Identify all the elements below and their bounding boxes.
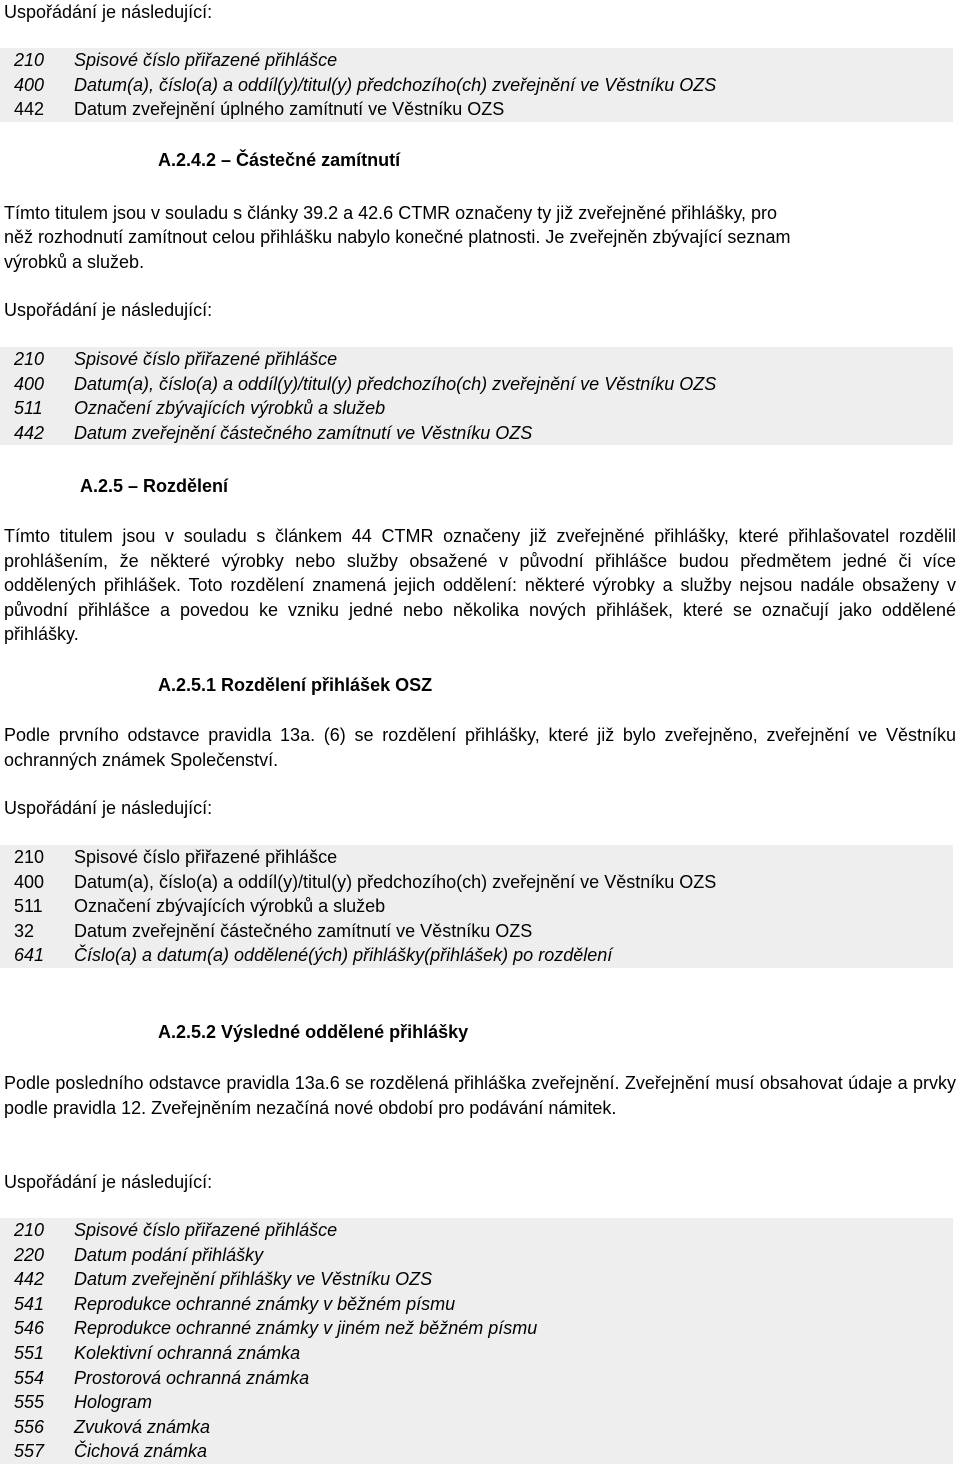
code-number: 557 (14, 1441, 45, 1462)
paragraph-line: něž rozhodnutí zamítnout celou přihlášku nabylo konečné platnosti. Je zveřejněn zbývající seznam (4, 227, 791, 247)
code-number: 511 (14, 896, 43, 917)
code-row (0, 97, 953, 122)
code-row (0, 48, 953, 73)
code-list (0, 347, 953, 445)
code-description: Spisové číslo přiřazené přihlášce (74, 847, 338, 867)
code-number: 442 (14, 422, 45, 443)
section-heading: A.2.5 – Rozdělení (80, 476, 229, 496)
code-row (0, 1292, 953, 1317)
code-row (0, 1390, 953, 1415)
section-heading: A.2.4.2 – Částečné zamítnutí (158, 150, 401, 170)
code-number: 442 (14, 1269, 45, 1290)
code-row (0, 845, 953, 870)
code-number: 546 (14, 1318, 45, 1339)
code-row (0, 1439, 953, 1464)
code-number: 32 (14, 920, 35, 941)
code-number: 555 (14, 1392, 45, 1413)
code-row (0, 1415, 953, 1440)
code-description: Datum zveřejnění úplného zamítnutí ve Věstníku OZS (74, 99, 505, 120)
code-description: Datum(a), číslo(a) a oddíl(y)/titul(y) předchozího(ch) zveřejnění ve Věstníku OZS (74, 74, 717, 95)
code-description: Datum(a), číslo(a) a oddíl(y)/titul(y) předchozího(ch) zveřejnění ve Věstníku OZS (74, 871, 717, 892)
code-description: Datum zveřejnění částečného zamítnutí ve Věstníku OZS (74, 920, 533, 941)
code-description: Zvuková známka (74, 1416, 211, 1437)
code-row (0, 1341, 953, 1366)
paragraph-line: Tímto titulem jsou v souladu s články 39.2 a 42.6 CTMR označeny ty již zveřejněné přihlášky, pro (4, 203, 778, 223)
code-number: 220 (14, 1244, 45, 1265)
code-description: Označení zbývajících výrobků a služeb (74, 398, 386, 419)
code-row (0, 1366, 953, 1391)
code-description: Datum podání přihlášky (74, 1244, 264, 1265)
code-number: 210 (14, 1220, 45, 1240)
code-row (0, 870, 953, 895)
arrangement-label: Uspořádání je následující: (4, 798, 213, 818)
code-number: 400 (14, 373, 45, 394)
code-row (0, 73, 953, 98)
code-number: 210 (14, 349, 45, 369)
code-description: Čichová známka (74, 1441, 208, 1462)
code-row (0, 1243, 953, 1268)
code-row (0, 894, 953, 919)
section-heading: A.2.5.1 Rozdělení přihlášek OSZ (158, 675, 433, 695)
code-row (0, 396, 953, 421)
code-number: 511 (14, 398, 43, 419)
code-number: 210 (14, 847, 45, 867)
code-number: 400 (14, 74, 45, 95)
code-description: Spisové číslo přiřazené přihlášce (74, 349, 338, 369)
code-number: 641 (14, 945, 45, 966)
code-description: Spisové číslo přiřazené přihlášce (74, 1220, 338, 1240)
code-row (0, 421, 953, 446)
code-row (0, 347, 953, 372)
code-number: 554 (14, 1367, 45, 1388)
code-description: Reprodukce ochranné známky v jiném než běžném písmu (74, 1318, 538, 1339)
arrangement-label: Uspořádání je následující: (4, 300, 213, 320)
code-description: Datum zveřejnění částečného zamítnutí ve Věstníku OZS (74, 422, 533, 443)
code-row (0, 919, 953, 944)
code-description: Hologram (74, 1392, 153, 1413)
code-description: Spisové číslo přiřazené přihlášce (74, 50, 338, 70)
arrangement-label: Uspořádání je následující: (4, 2, 213, 22)
code-list (0, 48, 953, 122)
code-number: 400 (14, 871, 45, 892)
code-row (0, 1267, 953, 1292)
code-row (0, 372, 953, 397)
code-description: Reprodukce ochranné známky v běžném písmu (74, 1293, 456, 1314)
code-description: Číslo(a) a datum(a) oddělené(ých) přihlášky(přihlášek) po rozdělení (74, 945, 613, 966)
code-number: 551 (14, 1342, 45, 1363)
code-number: 442 (14, 99, 45, 120)
paragraph: Podle prvního odstavce pravidla 13a. (6) se rozdělení přihlášky, které již bylo zveřejněno, zveřejnění ve Věstníku ochranných známek Společenství. (4, 725, 956, 770)
code-number: 541 (14, 1293, 45, 1314)
code-list (0, 845, 953, 968)
code-row (0, 1218, 953, 1243)
paragraph: Tímto titulem jsou v souladu s článkem 44 CTMR označeny již zveřejněné přihlášky, které přihlašovatel rozdělil prohlášením, že některé výrobky nebo služby obsažené v původní přihlášce budou předmětem jedné či více oddělených přihlášek. Toto rozdělení znamená jejich oddělení: některé výrobky a služby nejsou nadále obsaženy v původní přihlášce a povedou ke vzniku jedné nebo několika nových přihlášek, které se označují jako oddělené přihlášky. (4, 526, 956, 644)
code-description: Datum(a), číslo(a) a oddíl(y)/titul(y) předchozího(ch) zveřejnění ve Věstníku OZS (74, 373, 717, 394)
code-description: Označení zbývajících výrobků a služeb (74, 896, 386, 917)
code-row (0, 943, 953, 968)
code-description: Kolektivní ochranná známka (74, 1342, 301, 1363)
code-number: 210 (14, 50, 45, 70)
code-description: Prostorová ochranná známka (74, 1367, 310, 1388)
paragraph: Podle posledního odstavce pravidla 13a.6 se rozdělená přihláška zveřejnění. Zveřejnění musí obsahovat údaje a prvky podle pravidla 12. Zveřejněním nezačíná nové období pro podávání námitek. (4, 1073, 956, 1118)
code-list (0, 1218, 953, 1464)
paragraph-line: výrobků a služeb. (4, 252, 145, 272)
arrangement-label: Uspořádání je následující: (4, 1172, 213, 1192)
code-row (0, 1316, 953, 1341)
code-number: 556 (14, 1416, 45, 1437)
code-description: Datum zveřejnění přihlášky ve Věstníku OZS (74, 1269, 433, 1290)
section-heading: A.2.5.2 Výsledné oddělené přihlášky (158, 1022, 469, 1042)
